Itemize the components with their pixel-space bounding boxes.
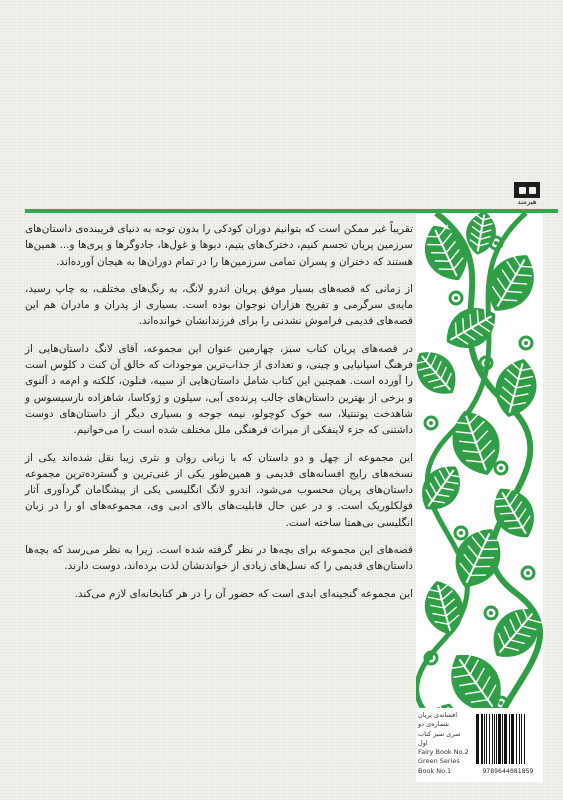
blurb <box>25 221 413 613</box>
blurb-paragraph-2: از زمانی که قصه‌های بسیار موفق پریان اندرو لانگ، به رنگ‌های مختلف، به چاپ رسید، مایه‌ی سرگرمی و تفریح هزاران نوجوان بوده است. بسیاری از پدران و مادران هم این قصه‌های قدیمی فراموش نشدنی را برای فرزندانشان خوانده‌اند. <box>25 282 413 328</box>
publisher-name: هیرمند <box>517 198 537 206</box>
series-info-box <box>416 708 543 782</box>
series-en-line-1: Fairy Book No.2 <box>418 748 469 757</box>
leaf-ornament-panel <box>416 213 543 779</box>
blurb-paragraph-3: در قصه‌های پریان کتاب سبز، چهارمین عنوان این مجموعه، آقای لانگ داستان‌هایی از فرهنگ اسپانیایی و چینی، و تعدادی از جذاب‌ترین موجودات که خالق آن کنت د کلوس است را آورده است. همچنین این کتاب شامل داستان‌هایی از سیبه، فنلون، کلکته و ام‌مه د آلنوی و برخی از بهترین داستان‌های جالب پرنده‌ی آبی، سیلون و ژوکاسا، شاهزاده نارسیسوس و شاهدخت پوتنتیلا، سه خوک کوچولو، نیمه جوجه و بسیاری دیگر از داستان‌های دوست داشتنی که جزء لاینفکی از میراث فرهنگی ملل مختلف شده است را می‌خوانیم. <box>25 342 413 437</box>
series-fa-line-2: سری سبز کتاب اول <box>418 729 461 747</box>
barcode-icon <box>476 714 540 764</box>
publisher-logo-icon <box>514 182 540 198</box>
blurb-paragraph-1: تقریباً غیر ممکن است که بتوانیم دوران کودکی را بدون توجه به دنیای فریبنده‌ی داستان‌های سرزمین پریان تجسم کنیم، دخترک‌های یتیم، دیوها و غول‌ها، جادوگرها و پری‌ها و... همین‌ها هستند که دختران و پسران تمامی سرزمین‌ها را در تمام دوران‌ها به هیجان آورده‌اند. <box>25 223 413 268</box>
series-en-line-3: Book No.1 <box>418 766 452 775</box>
blurb-paragraph-4: این مجموعه از چهل و دو داستان که با زبانی روان و نثری زیبا نقل شده‌اند یکی از نسخه‌های رایج افسانه‌های قدیمی و همین‌طور یکی از غنی‌ترین و گسترده‌ترین مجموعه داستان‌های پریان محسوب می‌شود. اندرو لانگ انگلیسی یکی از پیشگامان گردآوری آثار فولکلوریک است. و در عین حال قابلیت‌های بالای ادبی وی، مجموعه‌های او را در زبان انگلیسی بی‌همتا ساخته است. <box>25 451 413 529</box>
blurb-paragraph-5: قصه‌های این مجموعه برای بچه‌ها در نظر گرفته شده است. زیرا به نظر می‌رسد که بچه‌ها داستان‌های قدیمی را که نسل‌های زیادی از خواندنشان لذت برده‌اند، دوست دارند. <box>25 544 413 573</box>
leaf-ornament-icon <box>416 213 543 779</box>
blurb-paragraph-6: این مجموعه گنجینه‌ای ابدی است که حضور آن را در هر کتابخانه‌ای لازم می‌کند. <box>74 587 413 600</box>
isbn-number: 9789644081859 <box>482 768 534 775</box>
series-fa-line-1: افسانه‌ی پریان شماره‌ی دو <box>418 711 458 729</box>
publisher-logo <box>512 182 542 212</box>
series-info-text <box>416 708 472 782</box>
series-en-line-2: Green Series <box>418 757 460 766</box>
